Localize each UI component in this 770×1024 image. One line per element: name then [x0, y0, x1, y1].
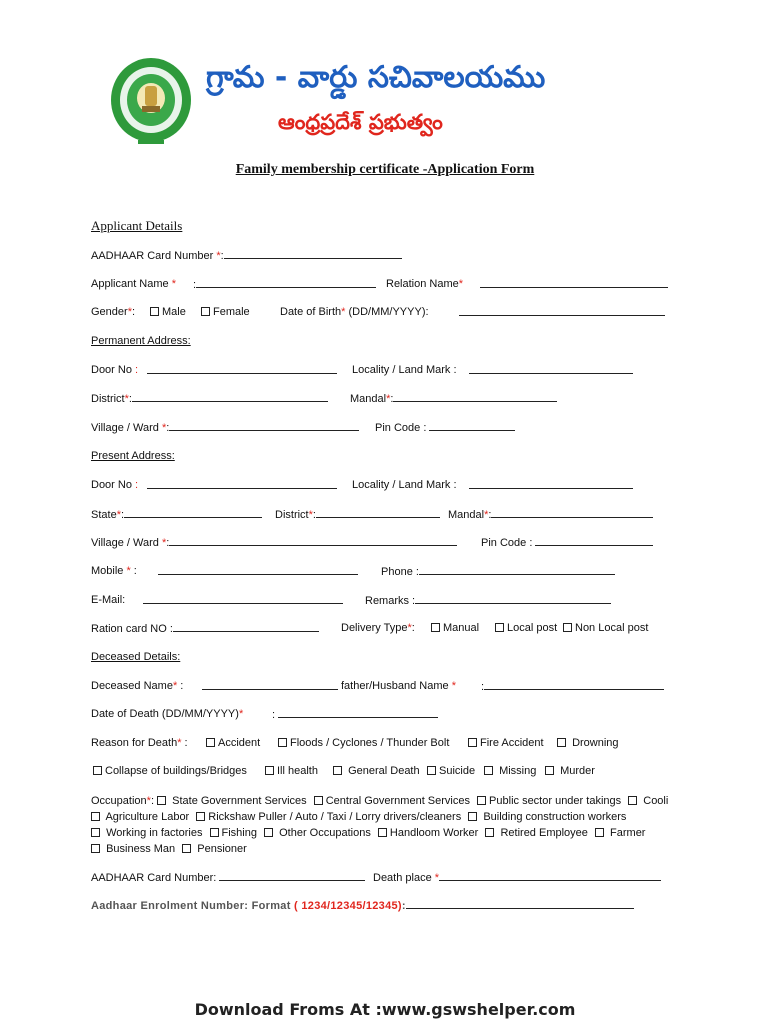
non-local-post-checkbox[interactable] [563, 623, 572, 632]
death-place-field[interactable] [439, 871, 661, 881]
farmer-checkbox[interactable] [595, 828, 604, 837]
pres-district-field[interactable] [316, 508, 440, 518]
floods-checkbox[interactable] [278, 738, 287, 747]
perm-mandal-field[interactable] [393, 392, 557, 402]
collapse-checkbox[interactable] [93, 766, 102, 775]
government-seal-icon [108, 56, 194, 148]
perm-pin-field[interactable] [429, 421, 515, 431]
public-sector-checkbox[interactable] [477, 796, 486, 805]
other-occupations-checkbox[interactable] [264, 828, 273, 837]
perm-village-field[interactable] [169, 421, 359, 431]
central-govt-checkbox[interactable] [314, 796, 323, 805]
construction-option: Building construction workers [483, 811, 627, 823]
murder-option: Murder [560, 765, 595, 777]
general-death-option: General Death [348, 765, 420, 777]
perm-village-label: Village / Ward [91, 422, 159, 434]
pres-pin-field[interactable] [535, 536, 653, 546]
state-govt-checkbox[interactable] [157, 796, 166, 805]
retired-option: Retired Employee [500, 827, 588, 839]
header-subtitle: ఆంధ్రప్రదేశ్ ప్రభుత్వం [278, 110, 443, 134]
present-address-heading: Present Address: [91, 450, 175, 462]
retired-checkbox[interactable] [485, 828, 494, 837]
occupation-block: Occupation*: State Government Services Central Government Services Public sector under takings Cooli Agriculture Labor Rickshaw Puller / Auto / Taxi / Lorry drivers/cleaners Building construction workers Working in factories Fishing Other Occupations Handloom Worker Retired Employee Farmer Business Man Pensioner [91, 795, 669, 855]
fire-accident-option: Fire Accident [480, 737, 544, 749]
suicide-option: Suicide [439, 765, 476, 777]
pres-district-label: District [275, 509, 309, 521]
pres-mandal-field[interactable] [491, 508, 653, 518]
applicant-name-label: Applicant Name [91, 278, 169, 290]
header [108, 52, 548, 152]
factories-option: Working in factories [106, 827, 203, 839]
business-man-checkbox[interactable] [91, 844, 100, 853]
perm-locality-field[interactable] [469, 364, 633, 374]
deceased-name-field[interactable] [202, 680, 338, 690]
local-post-option: Local post [507, 622, 558, 634]
enrolment-format: ( 1234/12345/12345) [294, 900, 402, 912]
ill-health-checkbox[interactable] [265, 766, 274, 775]
state-govt-option: State Government Services [172, 795, 307, 807]
dob-format: (DD/MM/YYYY): [348, 306, 429, 318]
death-place-label: Death place [373, 872, 432, 884]
perm-district-label: District [91, 393, 125, 405]
pres-door-label: Door No [91, 479, 132, 491]
pres-state-field[interactable] [124, 508, 262, 518]
male-option: Male [162, 306, 186, 318]
perm-door-label: Door No [91, 364, 132, 376]
email-field[interactable] [143, 594, 343, 604]
permanent-address-heading: Permanent Address: [91, 335, 191, 347]
dob-field[interactable] [459, 306, 665, 316]
pres-village-field[interactable] [169, 536, 457, 546]
ill-health-option: Ill health [277, 765, 318, 777]
female-checkbox[interactable] [201, 307, 210, 316]
non-local-post-option: Non Local post [575, 622, 649, 634]
female-option: Female [213, 306, 250, 318]
perm-pin-label: Pin Code [375, 422, 421, 434]
cooli-option: Cooli [643, 795, 669, 807]
pres-village-label: Village / Ward [91, 537, 159, 549]
aadhaar-field[interactable] [224, 249, 402, 259]
father-name-label: father/Husband Name [341, 680, 449, 692]
accident-option: Accident [218, 737, 261, 749]
handloom-checkbox[interactable] [378, 828, 387, 837]
pres-state-label: State [91, 509, 117, 521]
footer-download-text: Download Froms At :www.gswshelper.com [194, 1000, 576, 1019]
pres-pin-label: Pin Code [481, 537, 527, 549]
other-occupations-option: Other Occupations [279, 827, 371, 839]
floods-option: Floods / Cyclones / Thunder Bolt [290, 737, 450, 749]
email-label: E-Mail: [91, 594, 126, 606]
public-sector-option: Public sector under takings [489, 795, 622, 807]
relation-name-label: Relation Name [386, 278, 459, 290]
general-death-checkbox[interactable] [333, 766, 342, 775]
pres-locality-label: Locality / Land Mark : [352, 479, 457, 491]
dob-label: Date of Birth [280, 306, 342, 318]
enrolment-row: Aadhaar Enrolment Number: Format ( 1234/12345/12345): [91, 899, 634, 912]
farmer-option: Farmer [610, 827, 646, 839]
missing-checkbox[interactable] [484, 766, 493, 775]
rickshaw-checkbox[interactable] [196, 812, 205, 821]
remarks-field[interactable] [415, 594, 611, 604]
construction-checkbox[interactable] [468, 812, 477, 821]
perm-locality-label: Locality / Land Mark : [352, 364, 457, 376]
enrolment-field[interactable] [406, 899, 634, 909]
agriculture-labor-checkbox[interactable] [91, 812, 100, 821]
applicant-details-heading: Applicant Details [91, 218, 183, 233]
pres-mandal-label: Mandal [448, 509, 485, 521]
central-govt-option: Central Government Services [325, 795, 470, 807]
collapse-option: Collapse of buildings/Bridges [105, 765, 247, 777]
perm-district-field[interactable] [132, 392, 328, 402]
gender-label: Gender [91, 306, 128, 318]
missing-option: Missing [499, 765, 537, 777]
pres-locality-field[interactable] [469, 479, 633, 489]
header-title: గ్రామ - వార్డు సచివాలయము [206, 60, 546, 95]
ration-field[interactable] [173, 622, 319, 632]
business-man-option: Business Man [106, 843, 176, 855]
factories-checkbox[interactable] [91, 828, 100, 837]
remarks-label: Remarks : [365, 595, 416, 607]
mobile-label: Mobile [91, 565, 124, 577]
perm-door-field[interactable] [147, 364, 337, 374]
mobile-field[interactable] [158, 565, 358, 575]
manual-checkbox[interactable] [431, 623, 440, 632]
deceased-aadhaar-field[interactable] [219, 871, 365, 881]
rickshaw-option: Rickshaw Puller / Auto / Taxi / Lorry drivers/cleaners [208, 811, 462, 823]
delivery-label: Delivery Type [341, 622, 408, 634]
aadhaar-label: AADHAAR Card Number [91, 250, 214, 262]
local-post-checkbox[interactable] [495, 623, 504, 632]
father-name-field[interactable] [484, 680, 664, 690]
fire-accident-checkbox[interactable] [468, 738, 477, 747]
agriculture-labor-option: Agriculture Labor [105, 811, 190, 823]
suicide-checkbox[interactable] [427, 766, 436, 775]
form-title: Family membership certificate -Application Form [235, 162, 535, 177]
fishing-checkbox[interactable] [210, 828, 219, 837]
reason-label: Reason for Death [91, 737, 178, 749]
drowning-option: Drowning [572, 737, 619, 749]
drowning-checkbox[interactable] [557, 738, 566, 747]
occupation-label: Occupation [91, 795, 147, 807]
handloom-option: Handloom Worker [389, 827, 479, 839]
ration-label: Ration card NO : [91, 623, 173, 635]
cooli-checkbox[interactable] [628, 796, 637, 805]
phone-field[interactable] [419, 565, 615, 575]
applicant-name-field[interactable] [196, 278, 376, 288]
murder-checkbox[interactable] [545, 766, 554, 775]
male-checkbox[interactable] [150, 307, 159, 316]
manual-option: Manual [443, 622, 480, 634]
phone-label: Phone : [381, 566, 419, 578]
deceased-name-label: Deceased Name [91, 680, 173, 692]
enrolment-label: Aadhaar Enrolment Number: Format [91, 900, 291, 912]
accident-checkbox[interactable] [206, 738, 215, 747]
fishing-option: Fishing [221, 827, 257, 839]
pres-door-field[interactable] [147, 479, 337, 489]
perm-mandal-label: Mandal [350, 393, 387, 405]
deceased-aadhaar-label: AADHAAR Card Number: [91, 872, 217, 884]
deceased-details-heading: Deceased Details: [91, 651, 181, 663]
aadhaar-row: AADHAAR Card Number *: [91, 249, 402, 262]
relation-name-field[interactable] [480, 278, 668, 288]
dod-field[interactable] [278, 708, 438, 718]
form-page: గ్రామ - వార్డు సచివాలయము ఆంధ్రప్రదేశ్ ప్రభుత్వం Family membership certificate -Application Form Applicant Details AADHAAR Card Number *: Applicant Name * : Relation Name* Gender*: Male Female Date of Birth* (DD/MM/YYYY): Permanent Address: Door No : Locality / Land Mark : District*: Mandal*: Village / Ward *: Pin Code : Present Address: Door No : Locality / Land Mark : State*: District*: Mandal*: Village / Ward *: Pin Code : Mobile * : Phone : E-Mail: Remarks : Ration card NO : Delivery Type*: Manual Local post Non Local post Deceased Details: Deceased Name* : father/Husband Name * : Date of Death (DD/MM/YYYY)* : Reason for Death* : Accident Floods / Cyclones / Thunder Bolt Fire Accident Drowning Collapse of buildings/Bridges Ill health General Death Suicide Missing Murder Occupation*: State Government Services Central Government Services Public sector under takings Cooli Agriculture Labor Rickshaw Puller / Auto / Taxi / Lorry drivers/cleaners Building construction workers Working in factories Fishing Other Occupations Handloom Worker Retired Employee Farmer Business Man Pensioner AADHAAR Card Number: Death place * Aadhaar Enrolment Number: Format ( 1234/12345/12345): Download Froms At :www.gswshelper.com [0, 0, 770, 1024]
pensioner-option: Pensioner [197, 843, 247, 855]
dod-label: Date of Death (DD/MM/YYYY) [91, 708, 239, 720]
pensioner-checkbox[interactable] [182, 844, 191, 853]
